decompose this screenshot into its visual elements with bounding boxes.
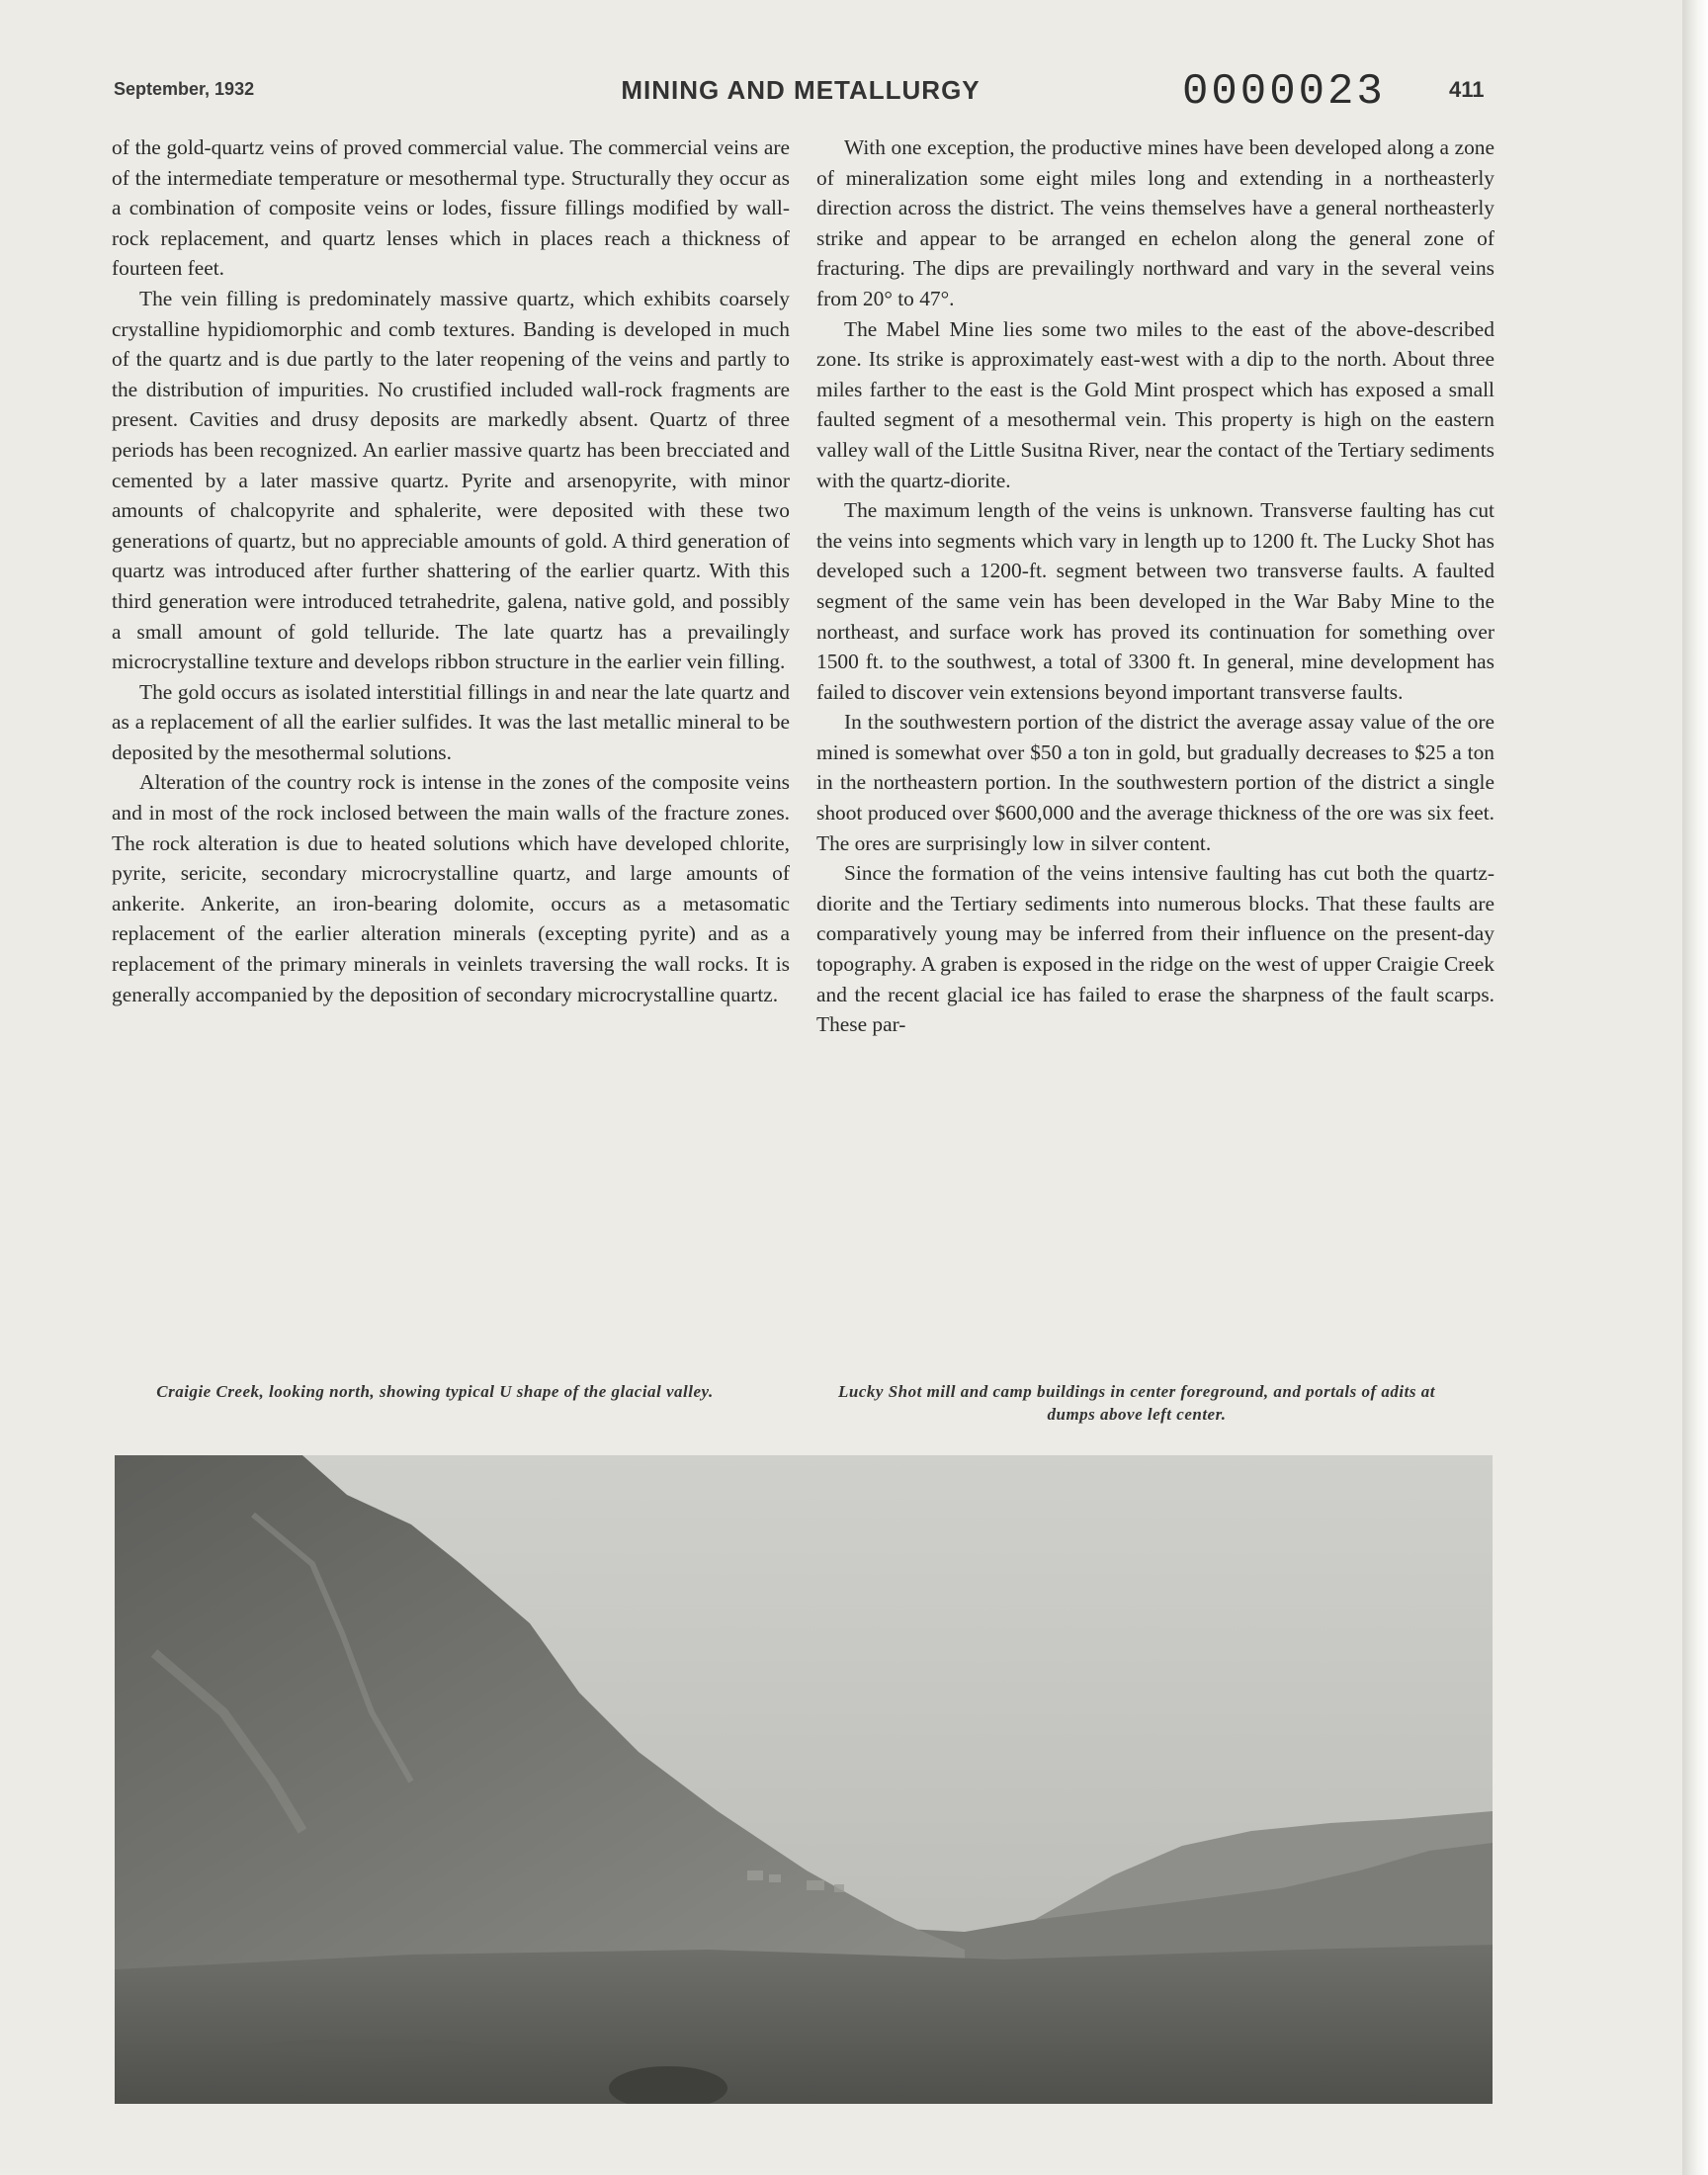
paragraph: With one exception, the productive mines have been developed along a zone of mineralization some eight miles long and extending in a northeasterly direction across the district. The veins themselves have a general northeasterly strike and appear to be arranged en echelon along the general zone of fracturing. The dips are prevailingly northward and vary in the several veins from 20° to 47°. bbox=[816, 135, 1494, 310]
paragraph: Since the formation of the veins intensive faulting has cut both the quartz-diorite and the Tertiary sediments into numerous blocks. That these faults are comparatively young may be inferred from their influence on the present-day topography. A graben is exposed in the ridge on the west of upper Craigie Creek and the recent glacial ice has failed to erase the sharpness of the fault scarps. These par- bbox=[816, 861, 1494, 1037]
paragraph: The gold occurs as isolated interstitial fillings in and near the late quartz and as a replacement of all the earlier sulfides. It was the last metallic mineral to be deposited by the mesothermal solutions. bbox=[112, 679, 790, 764]
valley-photograph bbox=[115, 1455, 1493, 2104]
paragraph: The maximum length of the veins is unknown. Transverse faulting has cut the veins into segments which vary in length up to 1200 ft. The Lucky Shot has developed such a 1200-ft. segment between two transverse faults. A faulted segment of the same vein has been developed in the War Baby Mine to the northeast, and surface work has proved its continuation for something over 1500 ft. to the southwest, a total of 3300 ft. In general, mine development has failed to discover vein extensions beyond important transverse faults. bbox=[816, 498, 1494, 704]
left-column bbox=[112, 132, 790, 1009]
paragraph: Alteration of the country rock is intense in the zones of the composite veins and in most of the rock inclosed between the main walls of the fracture zones. The rock alteration is due to heated solutions which have developed chlorite, pyrite, sericite, secondary microcrystalline quartz, and large amounts of ankerite. Ankerite, an iron-bearing dolomite, occurs as a metasomatic replacement of the earlier alteration minerals (excepting pyrite) and as a replacement of the primary minerals in veinlets traversing the wall rocks. It is generally accompanied by the deposition of secondary microcrystalline quartz. bbox=[112, 770, 790, 1006]
right-column bbox=[816, 132, 1494, 1040]
paragraph: The vein filling is predominately massive quartz, which exhibits coarsely crystalline hypidiomorphic and comb textures. Banding is developed in much of the quartz and is due partly to the later reopening of the veins and partly to the distribution of impurities. No crustified included wall-rock fragments are present. Cavities and drusy deposits are markedly absent. Quartz of three periods has been recognized. An earlier massive quartz has been brecciated and cemented by a later massive quartz. Pyrite and arsenopyrite, with minor amounts of chalcopyrite and sphalerite, were deposited with these two generations of quartz, but no appreciable amounts of gold. A third generation of quartz was introduced after further shattering of the earlier quartz. With this third generation were introduced tetrahedrite, galena, native gold, and possibly a small amount of gold telluride. The late quartz has a prevailingly microcrystalline texture and develops ribbon structure in the earlier vein filling. bbox=[112, 286, 790, 674]
photo-caption-left: Craigie Creek, looking north, showing typical U shape of the glacial valley. bbox=[156, 1382, 714, 1401]
paragraph: of the gold-quartz veins of proved commercial value. The commercial veins are of the intermediate temperature or mesothermal type. Structurally they occur as a combination of composite veins or lodes, fissure fillings modified by wall-rock replacement, and quartz lenses which in places reach a thickness of fourteen feet. bbox=[112, 135, 790, 281]
journal-title: MINING AND METALLURGY bbox=[621, 75, 981, 105]
document-stamp-number: 0000023 bbox=[1182, 67, 1386, 117]
page-edge-shadow bbox=[1682, 0, 1708, 2175]
paragraph: In the southwestern portion of the district the average assay value of the ore mined is somewhat over $50 a ton in gold, but gradually decreases to $25 a ton in the northeastern portion. In the southwestern portion of the district a single shoot produced over $600,000 and the average thickness of the ore was six feet. The ores are surprisingly low in silver content. bbox=[816, 710, 1494, 855]
running-header bbox=[0, 69, 1708, 119]
issue-date: September, 1932 bbox=[114, 79, 255, 99]
page-number: 411 bbox=[1449, 77, 1485, 102]
paragraph: The Mabel Mine lies some two miles to the east of the above-described zone. Its strike is approximately east-west with a dip to the north. About three miles farther to the east is the Gold Mint prospect which has exposed a small faulted segment of a mesothermal vein. This property is high on the eastern valley wall of the Little Susitna River, near the contact of the Tertiary sediments with the quartz-diorite. bbox=[816, 316, 1494, 492]
photo-caption-right: Lucky Shot mill and camp buildings in center foreground, and portals of adits at dumps above left center. bbox=[838, 1382, 1435, 1424]
